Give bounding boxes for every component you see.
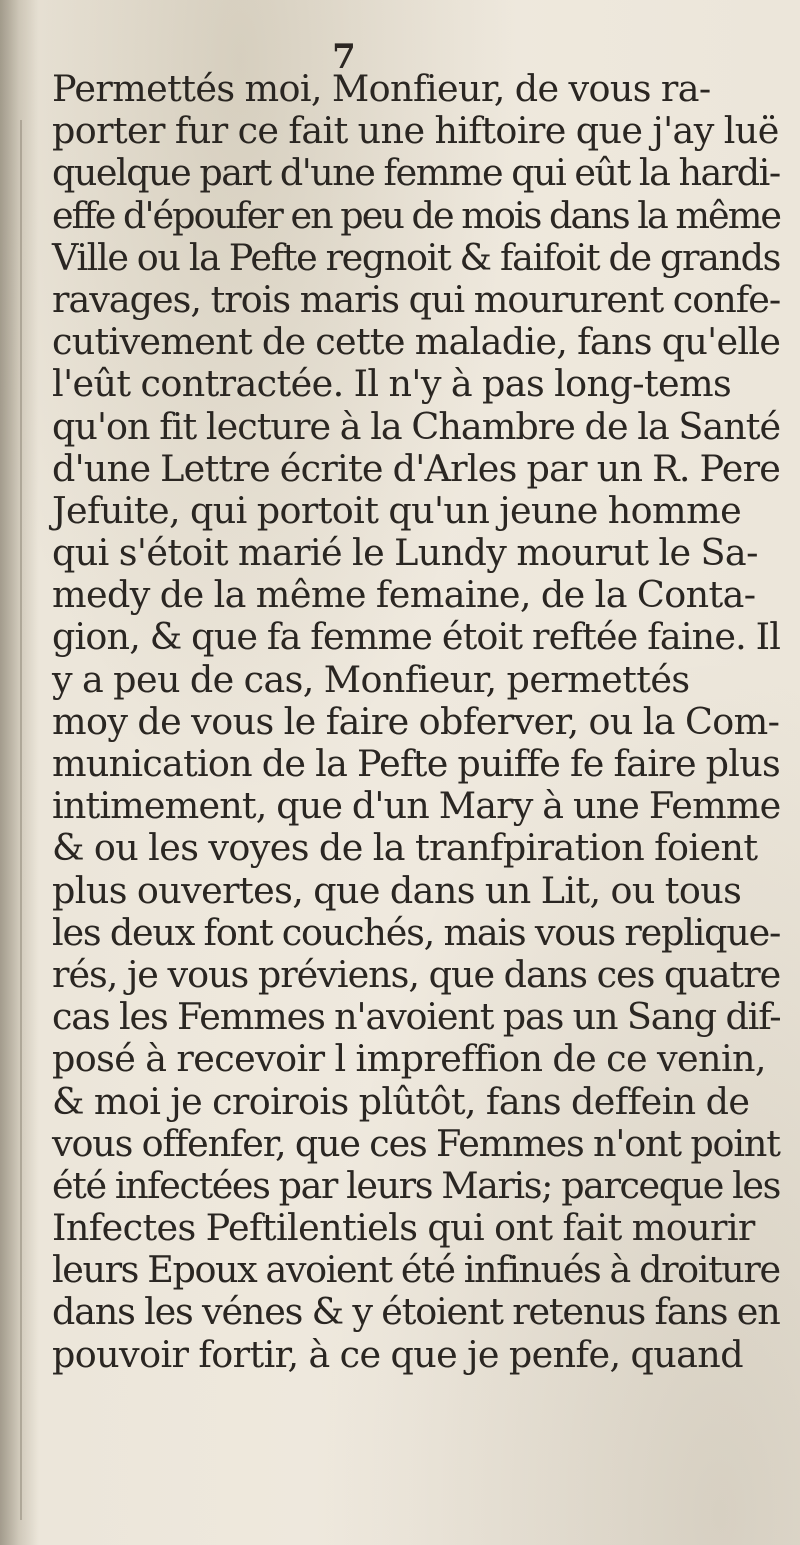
text-line: été infectées par leurs Maris; parceque les (52, 1163, 780, 1207)
text-line: dans les vénes & y étoient retenus fans en (52, 1290, 780, 1334)
text-line: d'une Lettre écrite d'Arles par un R. Pere (52, 446, 781, 490)
text-line: qui s'étoit marié le Lundy mourut le Sa- (52, 531, 758, 575)
text-line: pouvoir fortir, à ce que je penfe, quand (52, 1332, 743, 1376)
text-line: porter fur ce fait une hiftoire que j'ay luë (52, 109, 779, 153)
page-number: 7 (332, 37, 356, 77)
text-line: cas les Femmes n'avoient pas un Sang dif- (52, 995, 781, 1039)
text-line: & moi je croirois plûtôt, fans deffein de (52, 1079, 750, 1123)
body-text (52, 68, 780, 1376)
text-line: moy de vous le faire obferver, ou la Com- (52, 699, 780, 743)
text-line: y a peu de cas, Monfieur, permettés (52, 657, 690, 701)
text-line: Permettés moi, Monfieur, de vous ra- (52, 67, 711, 110)
text-line: Jefuite, qui portoit qu'un jeune homme (52, 488, 742, 532)
text-line: munication de la Pefte puiffe fe faire plus (52, 742, 780, 785)
text-line: quelque part d'une femme qui eût la hardi- (52, 151, 780, 195)
text-line: leurs Epoux avoient été infinués à droiture (52, 1248, 780, 1292)
text-line: Infectes Peftilentiels qui ont fait mourir (52, 1206, 755, 1250)
text-line: l'eût contractée. Il n'y à pas long-tems (52, 362, 732, 406)
text-line: les deux font couchés, mais vous replique- (52, 910, 781, 954)
text-line: vous offenfer, que ces Femmes n'ont point (52, 1121, 780, 1165)
text-line: cutivement de cette maladie, fans qu'elle (52, 320, 781, 364)
text-line: medy de la même femaine, de la Conta- (52, 573, 756, 617)
binding-gutter-shadow (0, 0, 38, 1545)
text-line: rés, je vous préviens, que dans ces quatre (52, 952, 781, 996)
text-line: qu'on fit lecture à la Chambre de la Santé (52, 404, 781, 448)
text-line: gion, & que fa femme étoit reftée faine. Il (52, 615, 781, 659)
text-line: plus ouvertes, que dans un Lit, ou tous (52, 868, 742, 912)
text-line: Ville ou la Pefte regnoit & faifoit de grands (52, 235, 781, 279)
text-line: intimement, que d'un Mary à une Femme (52, 784, 781, 828)
binding-edge-line (20, 120, 22, 1520)
text-line: & ou les voyes de la tranfpiration foient (52, 826, 758, 870)
text-line: ravages, trois maris qui moururent confe- (52, 277, 781, 321)
text-line: effe d'époufer en peu de mois dans la même (52, 193, 781, 237)
text-line: posé à recevoir l impreffion de ce venin, (52, 1037, 766, 1081)
